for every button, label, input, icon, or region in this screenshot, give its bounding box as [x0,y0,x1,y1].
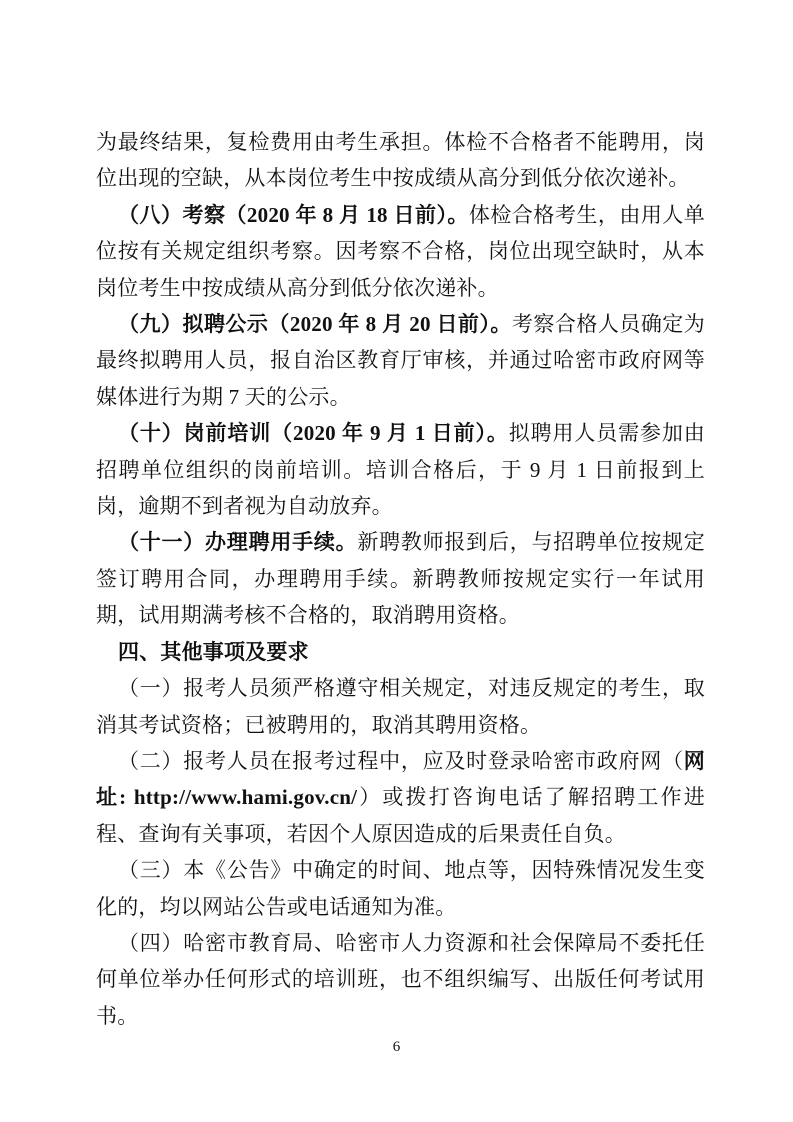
paragraph-item-8-inspection [96,197,705,306]
paragraph-text: （四）哈密市教育局、哈密市人力资源和社会保障局不委托任何单位举办任何形式的培训班，也不组织编写、出版任何考试用书。 [96,930,705,1028]
paragraph-other-item-2 [96,743,705,852]
page-number: 6 [392,1039,401,1055]
paragraph-other-item-1 [96,670,705,743]
paragraph-lead-bold: （十）岗前培训（2020 年 9 月 1 日前）。 [118,421,509,446]
section-heading-text: 四、其他事项及要求 [118,639,309,664]
paragraph-item-9-publicity [96,306,705,415]
paragraph-lead-bold: （八）考察（2020 年 8 月 18 日前）。 [118,202,469,227]
paragraph-text: （三）本《公告》中确定的时间、地点等，因特殊情况发生变化的，均以网站公告或电话通知为准。 [96,858,705,919]
paragraph-text: 为最终结果，复检费用由考生承担。体检不合格者不能聘用，岗位出现的空缺，从本岗位考生中按成绩从高分到低分依次递补。 [96,130,705,191]
paragraph-item-11-procedures [96,524,705,633]
paragraph-lead-bold: （十一）办理聘用手续。 [118,530,358,555]
website-url: 网址: http://www.hami.gov.cn/ [96,748,705,810]
paragraph-other-item-3 [96,852,705,925]
paragraph-text: 体检合格考生，由用人单位按有关规定组织考察。因考察不合格，岗位出现空缺时，从本岗位考生中按成绩从高分到低分依次递补。 [96,202,705,300]
paragraph-text: 拟聘用人员需参加由招聘单位组织的岗前培训。培训合格后，于 9 月 1 日前报到上岗，逾期不到者视为自动放弃。 [96,421,705,519]
paragraph-text: ）或拨打咨询电话了解招聘工作进程、查询有关事项，若因个人原因造成的后果责任自负。 [96,785,705,846]
section-4-heading [96,634,705,670]
document-body [96,124,705,1034]
paragraph-text: （二）报考人员在报考过程中，应及时登录哈密市政府网（ [118,748,684,773]
paragraph-item-10-training [96,415,705,524]
paragraph-other-item-4 [96,925,705,1034]
paragraph-lead-bold: （九）拟聘公示（2020 年 8 月 20 日前）。 [118,312,512,337]
paragraph-text: （一）报考人员须严格遵守相关规定，对违反规定的考生，取消其考试资格；已被聘用的，取消其聘用资格。 [96,676,705,737]
paragraph-health-check-continuation [96,124,705,197]
paragraph-text: 考察合格人员确定为最终拟聘用人员，报自治区教育厅审核，并通过哈密市政府网等媒体进行为期 7 天的公示。 [96,312,705,409]
paragraph-text: 新聘教师报到后，与招聘单位按规定签订聘用合同，办理聘用手续。新聘教师按规定实行一年试用期，试用期满考核不合格的，取消聘用资格。 [96,530,705,628]
